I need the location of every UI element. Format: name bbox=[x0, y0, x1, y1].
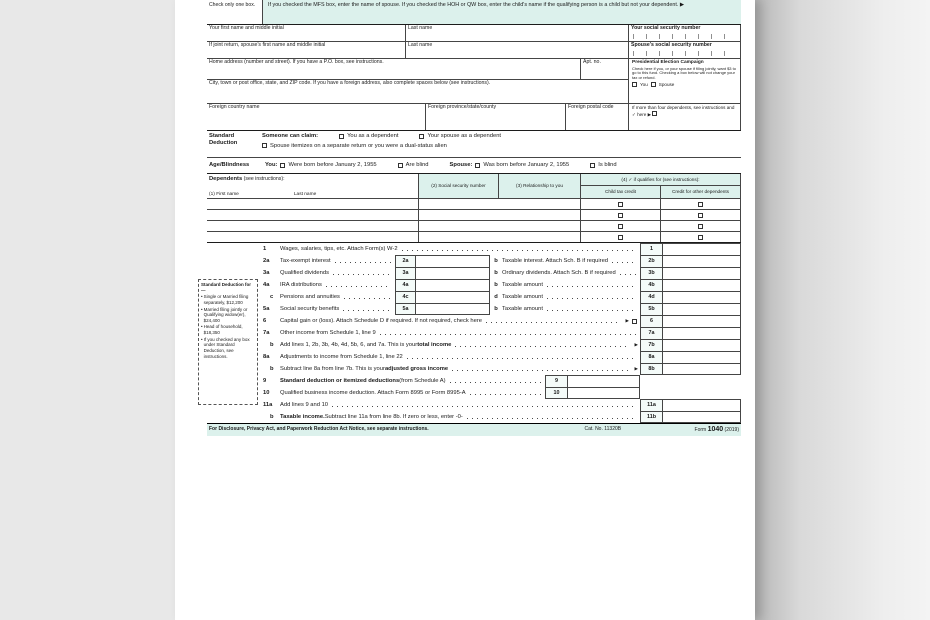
income-section bbox=[201, 243, 741, 423]
line-5b-amount-box[interactable] bbox=[662, 303, 741, 315]
income-line-10 bbox=[207, 387, 741, 399]
line-number: 6 bbox=[263, 317, 267, 324]
claim-line-2 bbox=[262, 143, 741, 150]
foreign-province-label: Foreign province/state/county bbox=[428, 104, 497, 110]
sidebar-item-text: Head of household, $18,350 bbox=[203, 324, 243, 335]
dots bbox=[612, 262, 636, 263]
dependent-2-relationship-field[interactable] bbox=[498, 210, 580, 220]
line-2b-amount-box[interactable] bbox=[662, 255, 741, 267]
line-6-code-box: 6 bbox=[640, 315, 662, 327]
bullet-icon: • bbox=[201, 324, 203, 330]
dependent-3-other-credit-cell bbox=[660, 221, 741, 231]
dependents-ssn-column-header bbox=[418, 174, 498, 198]
line-3b-amount-box[interactable] bbox=[662, 267, 741, 279]
spouse-ssn-label: Spouse's social security number bbox=[631, 42, 712, 48]
campaign-checkboxes bbox=[632, 82, 737, 87]
city-state-zip-label: City, town or post office, state, and ZIP code. If you have a foreign address, also complete spaces below (see instructions). bbox=[209, 80, 491, 86]
dots bbox=[547, 298, 636, 299]
dependents-heading-bold: Dependents bbox=[209, 176, 243, 182]
spouse-name-row bbox=[207, 42, 741, 59]
someone-can-claim-label: Someone can claim: bbox=[262, 133, 319, 139]
line-number: b bbox=[270, 413, 274, 420]
line-label: Tax-exempt interest bbox=[280, 257, 331, 264]
dependent-4-ctc-cell bbox=[580, 232, 660, 242]
dots bbox=[402, 250, 636, 251]
you-are-blind-label: Are blind bbox=[405, 162, 429, 169]
line-9-entry-box[interactable] bbox=[567, 375, 640, 387]
spouse-ssn-field[interactable] bbox=[628, 42, 741, 58]
spouse-first-name-field[interactable] bbox=[207, 42, 405, 58]
sidebar-item bbox=[201, 337, 255, 360]
line-4a-code-box: 4a bbox=[395, 279, 415, 291]
line-5a-entry-box[interactable] bbox=[415, 303, 490, 315]
income-line-11a bbox=[207, 399, 741, 411]
dependent-2-name-field[interactable] bbox=[207, 210, 418, 220]
line-4d-amount-box[interactable] bbox=[662, 291, 741, 303]
line-7b-code-box: 7b bbox=[640, 339, 662, 351]
relationship-col-label: (3) Relationship to you bbox=[499, 174, 580, 198]
standard-deduction-claim-section bbox=[207, 131, 741, 158]
line-text-b bbox=[502, 258, 640, 265]
ssn-col-label: (2) Social security number bbox=[419, 174, 498, 198]
your-ssn-field[interactable] bbox=[628, 25, 741, 41]
dots bbox=[335, 262, 391, 263]
dots bbox=[407, 358, 636, 359]
dots bbox=[380, 334, 636, 335]
address-section bbox=[207, 59, 741, 104]
line-11b-amount-box[interactable] bbox=[662, 411, 741, 423]
line-text-b bbox=[502, 282, 640, 289]
line-text bbox=[280, 366, 640, 373]
line-label: Add lines 9 and 10 bbox=[280, 401, 329, 408]
income-line-7a bbox=[207, 327, 741, 339]
dots bbox=[620, 274, 636, 275]
line-letter: b bbox=[494, 257, 498, 264]
form-year: (2019) bbox=[724, 426, 739, 433]
ssn-digit-separators bbox=[633, 51, 736, 56]
line-8a-code-box: 8a bbox=[640, 351, 662, 363]
dots bbox=[344, 298, 391, 299]
dots bbox=[547, 286, 636, 287]
presidential-campaign-box bbox=[628, 59, 741, 103]
line-number: 1 bbox=[263, 245, 267, 252]
line-3b-code-box: 3b bbox=[640, 267, 662, 279]
line-number: 5a bbox=[263, 305, 270, 312]
line-4c-entry-box[interactable] bbox=[415, 291, 490, 303]
campaign-spouse-checkbox[interactable] bbox=[651, 82, 656, 87]
sidebar-item bbox=[201, 294, 255, 305]
line-label: Ordinary dividends. Attach Sch. B if required bbox=[502, 269, 616, 276]
more-dependents-text: If more than four dependents, see instructions and ✓ here ▶ bbox=[632, 105, 735, 117]
line-label: (from Schedule A) bbox=[399, 377, 446, 384]
income-line-4c bbox=[207, 291, 741, 303]
line-label: Adjustments to income from Schedule 1, line 22 bbox=[280, 353, 403, 360]
dependent-3-ssn-field[interactable] bbox=[418, 221, 498, 231]
home-address-field[interactable] bbox=[207, 59, 580, 79]
dependent-2-ctc-checkbox[interactable] bbox=[618, 213, 623, 218]
mfs-note-text: If you checked the MFS box, enter the name of spouse. If you checked the HOH or QW box, enter the child's name if the qualifying person is a child but not your dependent. ▶ bbox=[268, 2, 684, 8]
dependents-heading-note: (see instructions): bbox=[242, 176, 285, 182]
line-1-code-box: 1 bbox=[640, 243, 662, 255]
line-label-bold: Taxable income. bbox=[280, 413, 325, 420]
age-you-label: You: bbox=[265, 162, 278, 169]
foreign-address-row bbox=[207, 104, 741, 131]
line-number: c bbox=[270, 293, 274, 300]
spouse-born-before-1955-label: Was born before January 2, 1955 bbox=[483, 162, 570, 169]
line-text bbox=[280, 270, 395, 277]
line-label: Subtract line 11a from line 8b. If zero or less, enter -0- bbox=[324, 413, 463, 420]
dependent-4-other-credit-checkbox[interactable] bbox=[698, 235, 703, 240]
you-as-dependent-checkbox[interactable] bbox=[339, 134, 344, 139]
last-name-label: Last name bbox=[408, 25, 433, 31]
your-last-name-field[interactable] bbox=[405, 25, 628, 41]
other-credit-col-label: Credit for other dependents bbox=[660, 186, 740, 198]
city-row bbox=[207, 80, 628, 103]
your-first-name-field[interactable] bbox=[207, 25, 405, 41]
dots bbox=[450, 382, 541, 383]
mfs-spouse-name-field[interactable] bbox=[262, 0, 741, 24]
spouse-last-name-label: Last name bbox=[408, 42, 433, 48]
dependent-2-other-credit-cell bbox=[660, 210, 741, 220]
line-label-bold: adjusted gross income bbox=[384, 365, 449, 372]
dependent-1-ssn-field[interactable] bbox=[418, 199, 498, 209]
line-8a-amount-box[interactable] bbox=[662, 351, 741, 363]
spouse-itemizes-label: Spouse itemizes on a separate return or you were a dual-status alien bbox=[270, 142, 447, 149]
line-text-b bbox=[502, 306, 640, 313]
line-text-b bbox=[502, 294, 640, 301]
bullet-icon: • bbox=[201, 336, 203, 342]
disclosure-notice: For Disclosure, Privacy Act, and Paperwork Reduction Act Notice, see separate instructions. bbox=[209, 426, 429, 433]
income-line-7b bbox=[207, 339, 741, 351]
line-2a-entry-box[interactable] bbox=[415, 255, 490, 267]
campaign-text: Check here if you, or your spouse if filing jointly, want $3 to go to this fund. Checking a box below will not change your tax or refund. bbox=[632, 65, 736, 81]
dots bbox=[467, 418, 636, 419]
line-label: Taxable amount bbox=[502, 305, 543, 312]
line-8b-amount-box[interactable] bbox=[662, 363, 741, 375]
dependent-4-name-field[interactable] bbox=[207, 232, 418, 242]
spouse-as-dependent-label: Your spouse as a dependent bbox=[427, 133, 502, 139]
claim-options bbox=[262, 131, 741, 157]
foreign-postal-label: Foreign postal code bbox=[568, 104, 614, 110]
line-letter: b bbox=[494, 281, 498, 288]
dependent-1-ctc-cell bbox=[580, 199, 660, 209]
foreign-province-field[interactable] bbox=[425, 104, 565, 130]
line-label-bold: total income bbox=[417, 341, 452, 348]
line-text bbox=[280, 402, 640, 409]
dependent-2-ctc-cell bbox=[580, 210, 660, 220]
city-state-zip-field[interactable] bbox=[207, 80, 628, 103]
dependents-relationship-column-header bbox=[498, 174, 580, 198]
line-text-b bbox=[502, 270, 640, 277]
dots bbox=[332, 406, 636, 407]
dependent-3-ctc-checkbox[interactable] bbox=[618, 224, 623, 229]
dependent-3-ctc-cell bbox=[580, 221, 660, 231]
form-word: Form bbox=[694, 426, 707, 433]
dependent-1-ctc-checkbox[interactable] bbox=[618, 202, 623, 207]
line-letter: b bbox=[494, 269, 498, 276]
arrow-icon: ▶ bbox=[634, 342, 638, 348]
foreign-postal-field[interactable] bbox=[565, 104, 628, 130]
last-name-col-label: Last name bbox=[293, 192, 317, 198]
line-8b-code-box: 8b bbox=[640, 363, 662, 375]
line-label: Social security benefits bbox=[280, 305, 340, 312]
dependent-1-name-field[interactable] bbox=[207, 199, 418, 209]
more-dependents-checkbox[interactable] bbox=[652, 111, 657, 116]
bullet-icon: • bbox=[201, 294, 203, 300]
line-label: Capital gain or (loss). Attach Schedule D if required. If not required, check here bbox=[280, 317, 483, 324]
sidebar-title: Standard Deduction for— bbox=[201, 282, 252, 293]
line-label: Add lines 1, 2b, 3b, 4b, 4d, 5b, 6, and 7a. This is your bbox=[280, 341, 418, 348]
page-shadow bbox=[755, 0, 930, 620]
bullet-icon: • bbox=[201, 306, 203, 312]
sidebar-item-text: Single or Married filing separately, $12,200 bbox=[203, 294, 249, 305]
line-6-not-required-checkbox[interactable] bbox=[632, 319, 637, 324]
income-line-6 bbox=[207, 315, 741, 327]
campaign-you-checkbox[interactable] bbox=[632, 82, 637, 87]
spouse-as-dependent-checkbox[interactable] bbox=[419, 134, 424, 139]
form-number-1040: 1040 bbox=[707, 425, 724, 433]
check-only-label: Check only one box. bbox=[209, 2, 256, 8]
dependent-row-3 bbox=[207, 221, 741, 232]
line-label: IRA distributions bbox=[280, 281, 322, 288]
line-7a-code-box: 7a bbox=[640, 327, 662, 339]
line-6-amount-box[interactable] bbox=[662, 315, 741, 327]
line-number: 8a bbox=[263, 353, 270, 360]
more-dependents-note bbox=[628, 104, 741, 130]
dependent-3-other-credit-checkbox[interactable] bbox=[698, 224, 703, 229]
dependent-1-relationship-field[interactable] bbox=[498, 199, 580, 209]
dependents-qualifies-column-header bbox=[580, 174, 741, 198]
line-text bbox=[280, 390, 545, 397]
line-11a-code-box: 11a bbox=[640, 399, 662, 411]
credit-subheaders bbox=[581, 186, 740, 198]
dots bbox=[455, 346, 628, 347]
catalog-number: Cat. No. 11320B bbox=[584, 426, 622, 433]
line-1-amount-box[interactable] bbox=[662, 243, 741, 255]
line-number: b bbox=[270, 341, 274, 348]
qualifies-col-label: (4) ✓ if qualifies for (see instructions): bbox=[581, 174, 740, 186]
home-address-row bbox=[207, 59, 628, 80]
you-as-dependent-label: You as a dependent bbox=[347, 133, 399, 139]
line-number: 3a bbox=[263, 269, 270, 276]
foreign-country-field[interactable] bbox=[207, 104, 425, 130]
line-text bbox=[280, 414, 640, 421]
line-9-code-box: 9 bbox=[545, 375, 567, 387]
child-tax-credit-col-label: Child tax credit bbox=[581, 186, 660, 198]
line-label: Other income from Schedule 1, line 9 bbox=[280, 329, 376, 336]
dots bbox=[326, 286, 391, 287]
line-5a-code-box: 5a bbox=[395, 303, 415, 315]
spouse-born-before-1955-checkbox[interactable] bbox=[475, 163, 480, 168]
income-line-8a bbox=[207, 351, 741, 363]
line-4b-amount-box[interactable] bbox=[662, 279, 741, 291]
campaign-spouse-label: Spouse bbox=[658, 82, 675, 88]
standard-deduction-sidebar bbox=[198, 279, 258, 405]
line-4d-code-box: 4d bbox=[640, 291, 662, 303]
spouse-is-blind-checkbox[interactable] bbox=[590, 163, 595, 168]
income-line-11b bbox=[207, 411, 741, 423]
income-line-1 bbox=[207, 243, 741, 255]
line-label: Subtract line 8a from line 7b. This is your bbox=[280, 365, 385, 372]
campaign-title: Presidential Election Campaign bbox=[632, 60, 704, 65]
spouse-itemizes-checkbox[interactable] bbox=[262, 143, 267, 148]
line-text bbox=[280, 330, 640, 337]
dots bbox=[547, 310, 636, 311]
first-name-label: Your first name and middle initial bbox=[209, 25, 284, 31]
dependent-4-relationship-field[interactable] bbox=[498, 232, 580, 242]
line-letter: b bbox=[494, 305, 498, 312]
line-3a-entry-box[interactable] bbox=[415, 267, 490, 279]
line-label: Taxable interest. Attach Sch. B if required bbox=[502, 257, 609, 264]
dependent-row-1 bbox=[207, 199, 741, 210]
form-1040-page bbox=[175, 0, 755, 620]
line-label: Wages, salaries, tips, etc. Attach Form(s) W-2 bbox=[280, 245, 398, 252]
line-label: Pensions and annuities bbox=[280, 293, 340, 300]
sidebar-item-text: Married filing jointly or Qualifying widow(er), $24,400 bbox=[203, 306, 248, 323]
line-4c-code-box: 4c bbox=[395, 291, 415, 303]
dots bbox=[343, 310, 391, 311]
income-line-3a bbox=[207, 267, 741, 279]
spouse-first-name-label: If joint return, spouse's first name and middle initial bbox=[209, 42, 326, 48]
line-text bbox=[280, 354, 640, 361]
standard-deduction-title: Standard Deduction bbox=[209, 133, 238, 146]
first-name-col-label: (1) First name bbox=[209, 192, 239, 198]
foreign-country-label: Foreign country name bbox=[209, 104, 260, 110]
spouse-last-name-field[interactable] bbox=[405, 42, 628, 58]
ssn-digit-separators bbox=[633, 34, 736, 39]
dependent-2-ssn-field[interactable] bbox=[418, 210, 498, 220]
line-2b-code-box: 2b bbox=[640, 255, 662, 267]
line-number: b bbox=[270, 365, 274, 372]
dots bbox=[333, 274, 391, 275]
apt-no-label: Apt. no. bbox=[583, 59, 601, 65]
dependents-heading bbox=[207, 174, 418, 187]
dependents-header bbox=[207, 174, 741, 199]
dependent-3-relationship-field[interactable] bbox=[498, 221, 580, 231]
line-10-code-box: 10 bbox=[545, 387, 567, 399]
sidebar-item bbox=[201, 307, 255, 324]
line-number: 11a bbox=[263, 401, 273, 408]
line-text bbox=[280, 258, 395, 265]
line-11a-amount-box[interactable] bbox=[662, 399, 741, 411]
line-text bbox=[280, 306, 395, 313]
line-label: Qualified business income deduction. Attach Form 8995 or Form 8995-A bbox=[280, 389, 466, 396]
line-label: Taxable amount bbox=[502, 293, 543, 300]
line-10-entry-box[interactable] bbox=[567, 387, 640, 399]
line-4b-code-box: 4b bbox=[640, 279, 662, 291]
campaign-you-label: You bbox=[640, 82, 648, 88]
you-born-before-1955-label: Were born before January 2, 1955 bbox=[288, 162, 377, 169]
income-line-9 bbox=[207, 375, 741, 387]
dots bbox=[486, 322, 619, 323]
income-line-4a bbox=[207, 279, 741, 291]
line-5b-code-box: 5b bbox=[640, 303, 662, 315]
line-text bbox=[280, 318, 640, 325]
dependent-4-other-credit-cell bbox=[660, 232, 741, 242]
dependent-4-ctc-checkbox[interactable] bbox=[618, 235, 623, 240]
line-4a-entry-box[interactable] bbox=[415, 279, 490, 291]
age-blindness-title: Age/Blindness bbox=[209, 162, 250, 169]
home-address-label: Home address (number and street). If you have a P.O. box, see instructions. bbox=[209, 59, 384, 65]
line-3a-code-box: 3a bbox=[395, 267, 415, 279]
line-text bbox=[280, 294, 395, 301]
dependent-3-name-field[interactable] bbox=[207, 221, 418, 231]
line-text bbox=[280, 378, 545, 385]
income-line-2a bbox=[207, 255, 741, 267]
age-blindness-row bbox=[207, 158, 741, 174]
claim-line-1 bbox=[262, 133, 741, 140]
line-number: 4a bbox=[263, 281, 270, 288]
line-number: 2a bbox=[263, 257, 270, 264]
dependent-1-other-credit-checkbox[interactable] bbox=[698, 202, 703, 207]
arrow-icon: ▶ bbox=[634, 366, 638, 372]
line-label-bold: Standard deduction or itemized deductions bbox=[280, 377, 400, 384]
line-7a-amount-box[interactable] bbox=[662, 327, 741, 339]
you-born-before-1955-checkbox[interactable] bbox=[280, 163, 285, 168]
line-letter: d bbox=[494, 293, 498, 300]
line-11b-code-box: 11b bbox=[640, 411, 662, 423]
line-label: Taxable amount bbox=[502, 281, 543, 288]
dependent-row-2 bbox=[207, 210, 741, 221]
apt-no-field[interactable] bbox=[580, 59, 628, 79]
line-2a-code-box: 2a bbox=[395, 255, 415, 267]
dots bbox=[452, 370, 628, 371]
sidebar-item bbox=[201, 324, 255, 335]
line-number: 10 bbox=[263, 389, 270, 396]
line-label: Qualified dividends bbox=[280, 269, 329, 276]
taxpayer-name-row bbox=[207, 25, 741, 42]
line-number: 7a bbox=[263, 329, 270, 336]
dependent-4-ssn-field[interactable] bbox=[418, 232, 498, 242]
you-are-blind-checkbox[interactable] bbox=[398, 163, 403, 168]
dependent-row-4 bbox=[207, 232, 741, 243]
sidebar-item-text: If you checked any box under Standard Deduction, see instructions. bbox=[203, 336, 250, 359]
form-footer bbox=[207, 423, 741, 436]
arrow-icon: ▶ bbox=[625, 318, 629, 324]
income-line-8b bbox=[207, 363, 741, 375]
line-text bbox=[280, 282, 395, 289]
address-stack bbox=[207, 59, 628, 103]
dependent-1-other-credit-cell bbox=[660, 199, 741, 209]
form-number bbox=[695, 426, 739, 434]
line-7b-amount-box[interactable] bbox=[662, 339, 741, 351]
line-number: 9 bbox=[263, 377, 267, 384]
ssn-label: Your social security number bbox=[631, 25, 701, 31]
dots bbox=[470, 394, 541, 395]
line-text bbox=[280, 246, 640, 253]
income-line-5a bbox=[207, 303, 741, 315]
form-content bbox=[201, 0, 741, 436]
dependent-2-other-credit-checkbox[interactable] bbox=[698, 213, 703, 218]
filing-status-strip bbox=[207, 0, 741, 25]
line-text bbox=[280, 342, 640, 349]
age-spouse-label: Spouse: bbox=[449, 162, 473, 169]
spouse-is-blind-label: Is blind bbox=[598, 162, 617, 169]
dependents-name-column-header bbox=[207, 174, 418, 198]
dependents-name-subheader bbox=[207, 187, 418, 199]
